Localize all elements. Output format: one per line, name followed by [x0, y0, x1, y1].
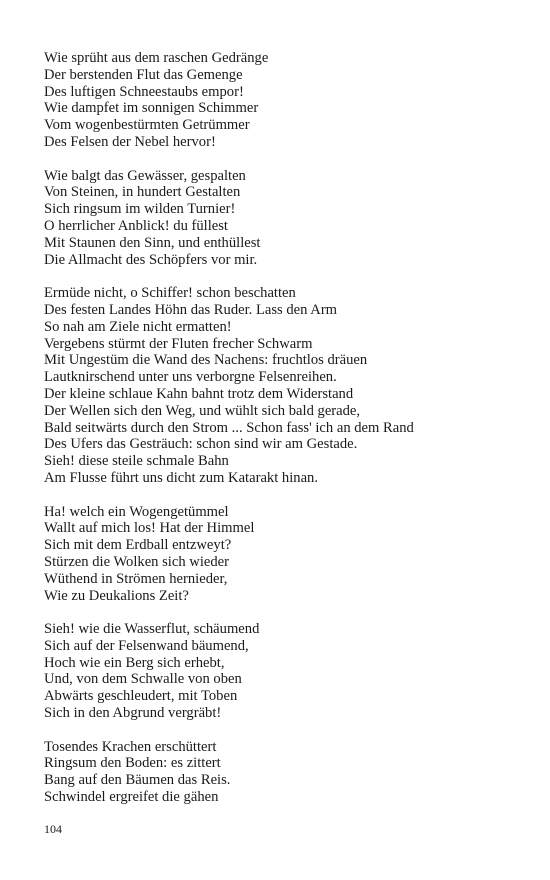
stanza-1: [44, 50, 524, 151]
poem-line: Die Allmacht des Schöpfers vor mir.: [44, 251, 258, 268]
poem-line: Wallt auf mich los! Hat der Himmel: [44, 520, 255, 537]
poem-line: Hoch wie ein Berg sich erhebt,: [44, 654, 225, 671]
poem-line: Bang auf den Bäumen das Reis.: [44, 772, 231, 789]
poem-line: Des festen Landes Höhn das Ruder. Lass den Arm: [44, 301, 338, 318]
poem-line: Wie zu Deukalions Zeit?: [44, 587, 189, 604]
poem-line: Und, von dem Schwalle von oben: [44, 671, 242, 688]
poem-line: Ringsum den Boden: es zittert: [44, 755, 221, 772]
poem-line: Der berstenden Flut das Gemenge: [44, 66, 243, 83]
poem-line: Schwindel ergreifet die gähen: [44, 789, 219, 806]
poem-line: Von Steinen, in hundert Gestalten: [44, 184, 241, 201]
stanza-5: [44, 621, 524, 722]
poem-line: O herrlicher Anblick! du füllest: [44, 217, 228, 234]
poem-line: Sich ringsum im wilden Turnier!: [44, 201, 236, 218]
poem-line: Sich auf der Felsenwand bäumend,: [44, 637, 249, 654]
poem-line: Wie sprüht aus dem raschen Gedränge: [44, 50, 269, 66]
stanza-3: [44, 285, 524, 487]
poem-line: Mit Ungestüm die Wand des Nachens: fruchtlos dräuen: [44, 352, 368, 369]
poem-line: Sich mit dem Erdball entzweyt?: [44, 537, 232, 554]
poem-line: Wüthend in Strömen hernieder,: [44, 570, 228, 587]
poem-line: Bald seitwärts durch den Strom ... Schon fass' ich an dem Rand: [44, 419, 414, 436]
poem-line: Vergebens stürmt der Fluten frecher Schwarm: [44, 335, 313, 352]
poem-text: [44, 50, 524, 823]
poem-line: Sieh! diese steile schmale Bahn: [44, 453, 229, 470]
poem-line: Des Felsen der Nebel hervor!: [44, 133, 216, 150]
poem-line: Sich in den Abgrund vergräbt!: [44, 705, 222, 722]
poem-line: Abwärts geschleudert, mit Toben: [44, 688, 238, 705]
poem-line: Wie balgt das Gewässer, gespalten: [44, 167, 246, 184]
poem-line: Mit Staunen den Sinn, und enthüllest: [44, 234, 261, 251]
stanza-6: [44, 739, 524, 806]
stanza-4: [44, 504, 524, 605]
stanza-2: [44, 168, 524, 269]
poem-line: Des Ufers das Gesträuch: schon sind wir am Gestade.: [44, 436, 358, 453]
poem-line: So nah am Ziele nicht ermatten!: [44, 318, 232, 335]
poem-line: Wie dampfet im sonnigen Schimmer: [44, 100, 259, 117]
poem-line: Tosendes Krachen erschüttert: [44, 738, 217, 755]
poem-line: Vom wogenbestürmten Getrümmer: [44, 117, 250, 134]
poem-line: Der Wellen sich den Weg, und wühlt sich bald gerade,: [44, 402, 361, 419]
poem-line: Ha! welch ein Wogengetümmel: [44, 503, 229, 520]
poem-line: Lautknirschend unter uns verborgne Felsenreihen.: [44, 369, 337, 386]
poem-line: Am Flusse führt uns dicht zum Katarakt hinan.: [44, 469, 318, 486]
poem-line: Stürzen die Wolken sich wieder: [44, 553, 229, 570]
page-number: 104: [44, 822, 62, 836]
poem-line: Des luftigen Schneestaubs empor!: [44, 83, 244, 100]
poem-line: Ermüde nicht, o Schiffer! schon beschatten: [44, 285, 296, 302]
poem-line: Sieh! wie die Wasserflut, schäumend: [44, 621, 260, 638]
poem-line: Der kleine schlaue Kahn bahnt trotz dem Widerstand: [44, 385, 354, 402]
